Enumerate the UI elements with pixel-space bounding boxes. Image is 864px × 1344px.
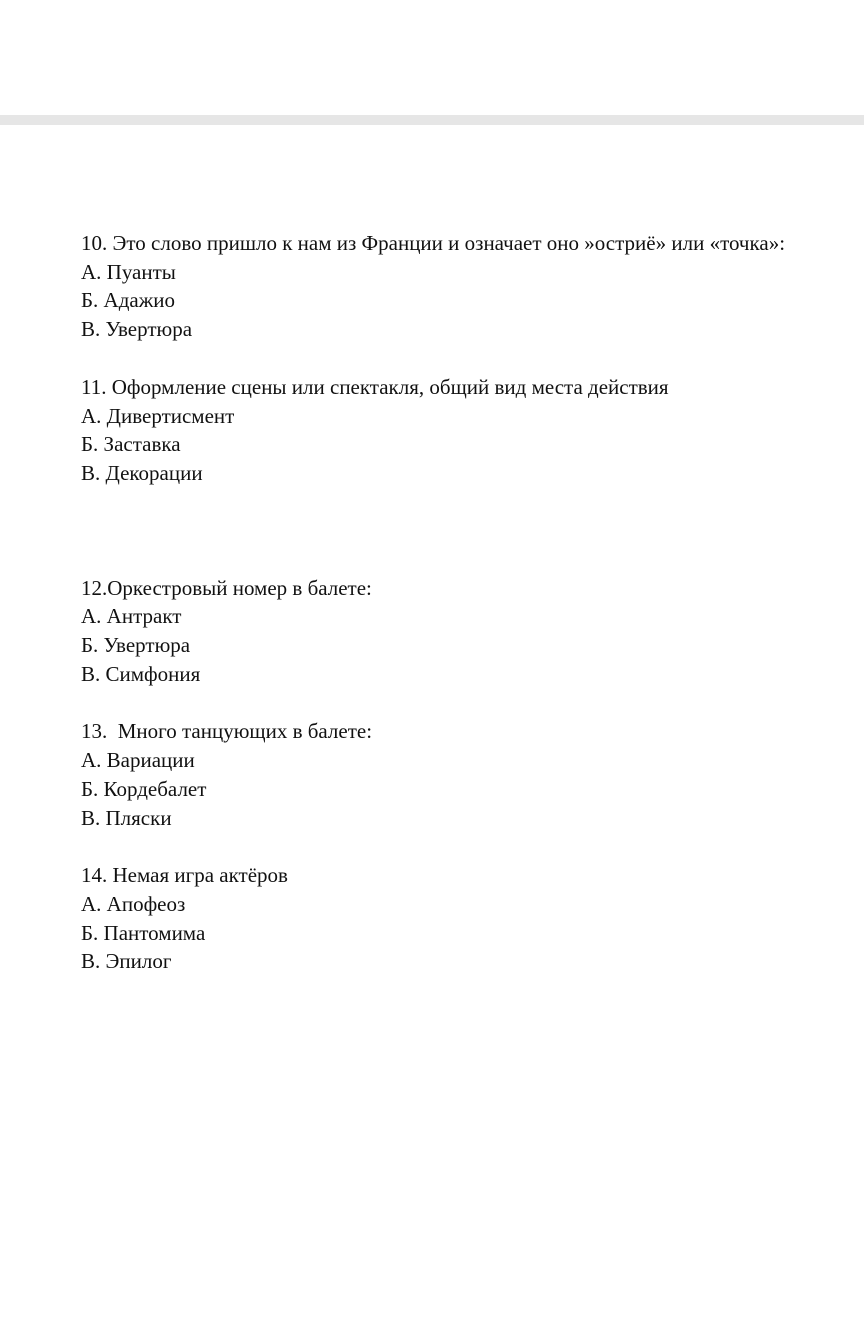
quiz-content — [81, 229, 851, 976]
question-12 — [81, 574, 851, 689]
spacer — [81, 488, 851, 574]
page-divider — [0, 115, 864, 125]
answer-option: В. Декорации — [81, 460, 203, 485]
answer-option: В. Пляски — [81, 805, 172, 830]
question-text: 11. Оформление сцены или спектакля, общий вид места действия — [81, 374, 669, 399]
answer-option: В. Симфония — [81, 661, 201, 686]
spacer — [81, 688, 851, 717]
question-13 — [81, 717, 851, 832]
question-10 — [81, 229, 851, 344]
spacer — [81, 832, 851, 861]
answer-option: А. Антракт — [81, 604, 182, 629]
answer-option: В. Эпилог — [81, 949, 172, 974]
answer-option: А. Апофеоз — [81, 891, 186, 916]
question-14 — [81, 861, 851, 976]
spacer — [81, 344, 851, 373]
answer-option: Б. Пантомима — [81, 920, 206, 945]
answer-option: Б. Заставка — [81, 432, 181, 457]
answer-option: В. Увертюра — [81, 317, 193, 342]
question-text: 13. Много танцующих в балете: — [81, 719, 373, 744]
question-text: 10. Это слово пришло к нам из Франции и означает оно »остриё» или «точка»: — [81, 231, 786, 255]
answer-option: Б. Кордебалет — [81, 776, 207, 801]
question-text: 12.Оркестровый номер в балете: — [81, 575, 372, 600]
answer-option: Б. Увертюра — [81, 633, 191, 658]
question-11 — [81, 373, 851, 488]
answer-option: А. Дивертисмент — [81, 403, 235, 428]
answer-option: А. Пуанты — [81, 259, 176, 284]
question-text: 14. Немая игра актёров — [81, 863, 288, 888]
answer-option: Б. Адажио — [81, 288, 175, 313]
answer-option: А. Вариации — [81, 748, 195, 773]
